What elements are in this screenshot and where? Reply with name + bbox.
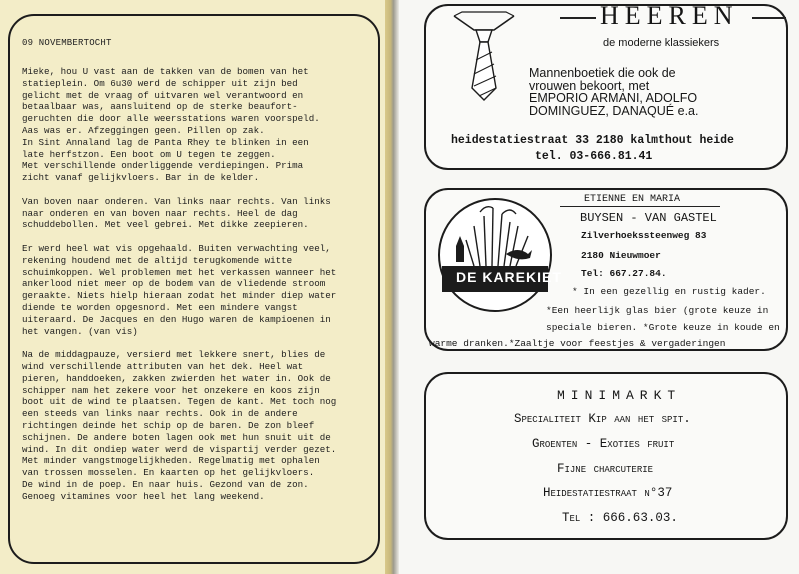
karekiet-street: Zilverhoekssteenweg 83 [581,230,707,241]
story-line: geraakte. Niets hielp hieraan zodat het minder diep water [22,290,337,302]
minimarkt-line-1: Specialiteit Kip aan het spit. [514,412,691,426]
story-line: statieplein. Om 6u30 werd de schipper uit zijn bed [22,77,298,89]
story-text [22,66,377,514]
karekiet-heading: ETIENNE EN MARIA [584,194,681,205]
story-line: het vangen. (van vis) [22,325,138,337]
heeren-tagline: de moderne klassiekers [603,37,720,49]
story-line: richtingen deinde het schip op de baren. De zon bleef [22,419,315,431]
story-line: naar onderen en van boven naar rechts. Heel de dag [22,207,298,219]
story-line: schijnen. De andere boten lagen ook met hun snuit uit de [22,431,331,443]
karekiet-logo-icon [436,196,554,314]
story-paragraph [22,196,377,231]
story-line: Met verschillende onderliggende verdiepingen. Prima [22,160,304,172]
karekiet-names: BUYSEN - VAN GASTEL [580,211,717,225]
heeren-desc-3: EMPORIO ARMANI, ADOLFO [529,91,698,105]
logo-line-left [560,17,596,19]
heeren-desc-4: DOMINGUEZ, DANAQUÉ e.a. [529,104,699,118]
karekiet-phone: Tel: 667.27.84. [581,268,667,279]
story-line: Met minder vangstmogelijkheden. Regelmatig met ophalen [22,455,320,467]
karekiet-line-2: *Een heerlijk glas bier (grote keuze in [546,305,769,316]
story-line: zicht vanaf gelijkvloers. Bar in de kelder. [22,172,260,184]
heeren-address: heidestatiestraat 33 2180 kalmthout heide [451,134,734,147]
minimarkt-line-3: Fijne charcuterie [557,462,654,476]
story-line: rekening houdend met de altijd terugkomende witte [22,254,293,266]
story-line: pieren, handdoeken, zakken zwierden het water in. Ook de [22,372,331,384]
minimarkt-line-4: Heidestatiestraat n°37 [543,486,673,500]
story-line: wind verschillende attributen van het dek. Heel wat [22,360,304,372]
story-paragraph [22,349,377,502]
story-line: Mieke, hou U vast aan de takken van de bomen van het [22,66,309,77]
karekiet-line-3: speciale bieren. *Grote keuze in koude en [546,322,780,333]
karekiet-line-4: warme dranken.*Zaaltje voor feestjes & vergaderingen [429,338,726,349]
story-line: late herfstzon. Een boot om U tegen te zeggen. [22,148,276,160]
story-paragraph [22,243,377,337]
story-line: Er werd heel wat vis opgehaald. Buiten verwachting veel, [22,242,331,254]
heeren-phone: tel. 03-666.81.41 [535,150,653,163]
minimarkt-line-2: Groenten - Exoties fruit [532,437,675,451]
story-line: In Sint Annaland lag de Panta Rhey te blinken in een [22,136,309,148]
story-line: geruchten die door alle weersstations waren voorspeld. [22,113,320,125]
story-line: Na de middagpauze, versierd met lekkere snert, blies de [22,349,326,361]
minimarkt-line-5: Tel : 666.63.03. [562,511,678,525]
heeren-desc-1: Mannenboetiek die ook de [529,66,676,80]
story-line: boot uit de wind te plaatsen. Tegen de kant. Met toch nog [22,396,337,408]
logo-line-right [752,17,786,19]
heeren-logo: HEEREN [600,1,739,30]
heeren-desc-2: vrouwen bekoort, met [529,79,650,93]
story-line: schuddebollen. Met veel gebrei. Met dikke zeepieren. [22,219,309,231]
story-line: Van boven naar onderen. Van links naar rechts. Van links [22,195,331,207]
story-line: schipper nam het zekere voor het onzekere en koos zijn [22,384,320,396]
story-line: betaalbaar was, aansluitend op de sterke beaufort- [22,101,298,113]
karekiet-city: 2180 Nieuwmoer [581,250,661,261]
minimarkt-title: MINIMARKT [557,388,682,403]
story-line: Aas was er. Afzeggingen geen. Pillen op zak. [22,124,265,136]
story-line: ankerlood niet meer op de bodem van de vliedende stroom [22,278,326,290]
story-line: van trossen mosselen. En kaarten op het gelijkvloers. [22,467,315,479]
story-line: schuimkoppen. Wel problemen met het verkassen wanneer het [22,266,337,278]
story-line: diende te worden opgesnord. Met een mindere vangst [22,301,298,313]
story-line: gelicht met de vraag of uitvaren wel verantwoord en [22,89,304,101]
story-line: De wind in de poep. En naar huis. Gezond van de zon. [22,478,309,490]
story-line: een steeds van links naar rechts. Ook in de andere [22,408,298,420]
story-title: 09 NOVEMBERTOCHT [22,38,112,48]
karekiet-heading-rule [560,206,720,207]
story-paragraph [22,66,377,184]
tie-icon [452,8,516,102]
story-line: wind. In dit ondiep water werd de vispartij verder gezet. [22,443,337,455]
karekiet-line-1: * In een gezellig en rustig kader. [572,286,766,297]
karekiet-logo-text: DE KAREKIET [456,269,562,285]
story-line: uiteraard. De Jacques en den Hugo waren de kampioenen in [22,313,331,325]
page-gutter [385,0,399,574]
story-line: Genoeg vitamines voor heel het lang weekend. [22,490,265,502]
